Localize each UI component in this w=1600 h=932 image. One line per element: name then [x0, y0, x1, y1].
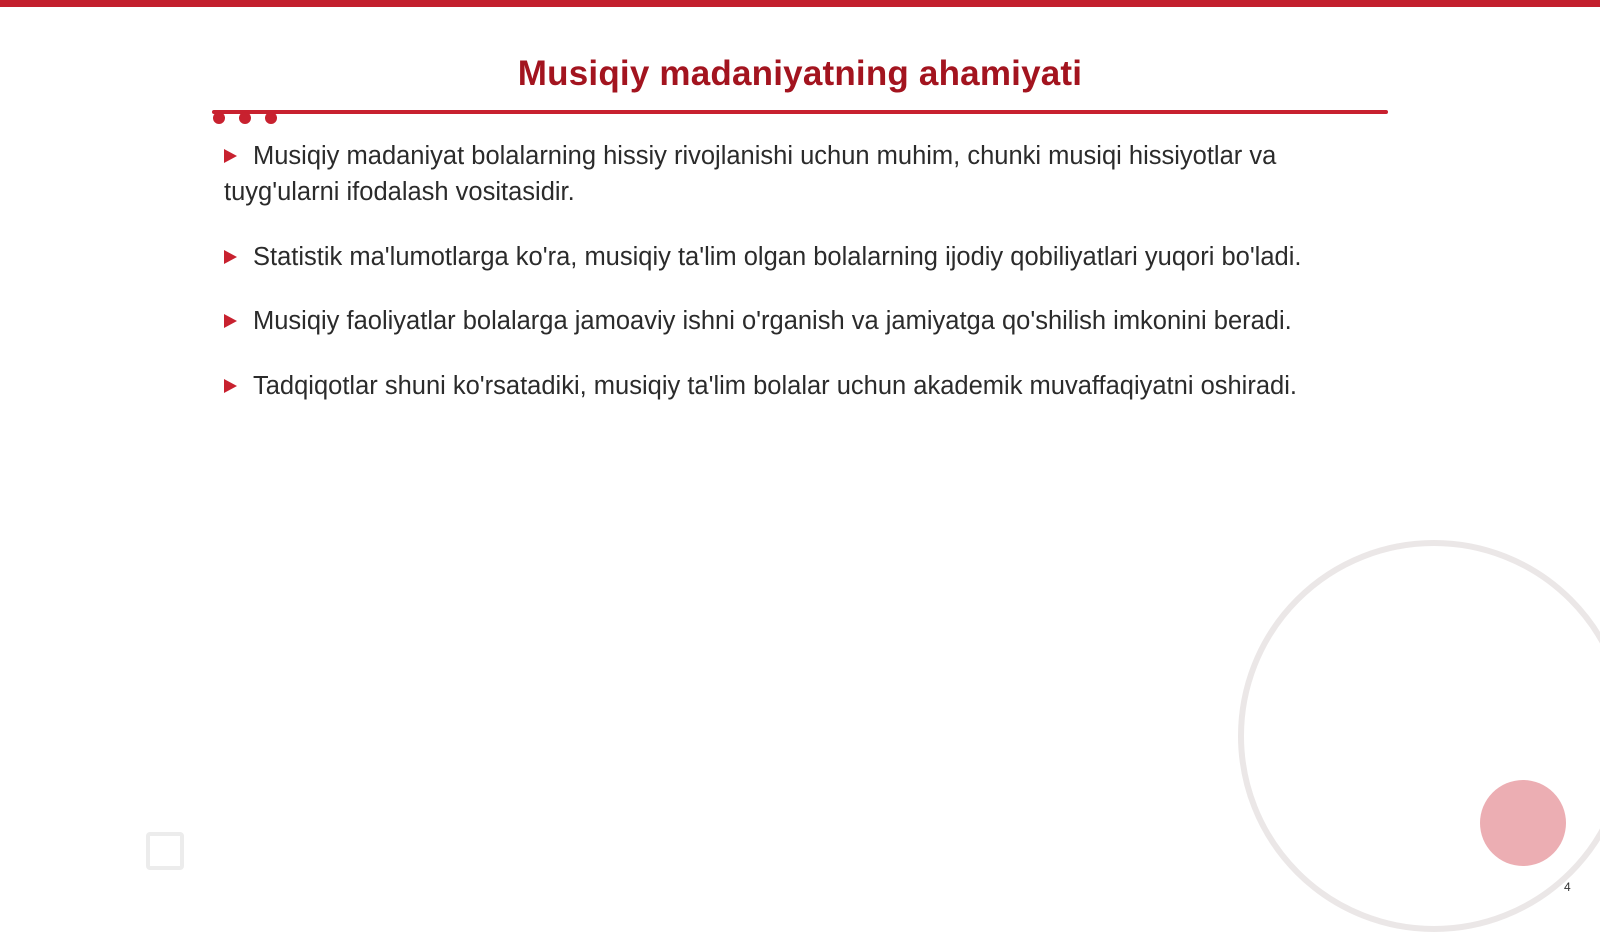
- bullet-text: Musiqiy faoliyatlar bolalarga jamoaviy ishni o'rganish va jamiyatga qo'shilish imkonini beradi.: [253, 307, 1292, 335]
- bullet-item: [224, 303, 1364, 339]
- page-number: 4: [1564, 880, 1571, 894]
- triangle-right-icon: [224, 314, 237, 328]
- triangle-right-icon: [224, 149, 237, 163]
- slide-title: Musiqiy madaniyatning ahamiyati: [517, 54, 1083, 93]
- bullet-text: Musiqiy madaniyat bolalarning hissiy rivojlanishi uchun muhim, chunki musiqi hissiyotlar va tuyg'ularni ifodalash vositasidir.: [224, 142, 1277, 206]
- bullet-list: [224, 138, 1364, 432]
- bullet-text: Tadqiqotlar shuni ko'rsatadiki, musiqiy ta'lim bolalar uchun akademik muvaffaqiyatni oshiradi.: [253, 371, 1297, 400]
- decor-dot: [213, 112, 225, 124]
- triangle-right-icon: [224, 250, 237, 264]
- bullet-item: [224, 239, 1364, 275]
- decor-pink-circle: [1480, 780, 1566, 866]
- bullet-text: Statistik ma'lumotlarga ko'ra, musiqiy ta'lim olgan bolalarning ijodiy qobiliyatlari yuqori bo'ladi.: [253, 242, 1302, 271]
- decor-dot: [239, 112, 251, 124]
- title-underline: [212, 110, 1388, 114]
- bullet-item: [224, 138, 1364, 210]
- decor-dot: [265, 112, 277, 124]
- top-accent-bar: [0, 0, 1600, 7]
- decor-ring: [1238, 540, 1600, 932]
- bullet-item: [224, 368, 1364, 404]
- triangle-right-icon: [224, 379, 237, 393]
- decor-square: [146, 832, 184, 870]
